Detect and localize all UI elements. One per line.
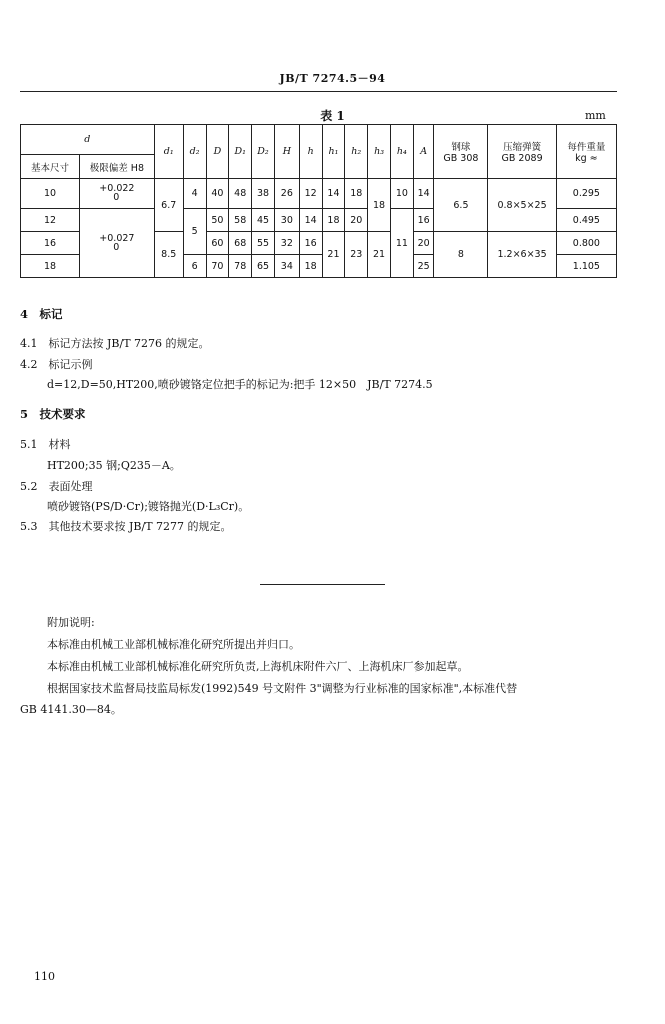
page-number: 110 [34,970,55,983]
clause-4-1: 4.1 标记方法按 JB/T 7276 的规定。 [20,337,210,350]
col-d-header: d [21,125,155,155]
material-text: HT200;35 钢;Q235－A。 [47,459,181,472]
col-d2-header: d₂ [183,125,206,179]
notes-line-4: GB 4141.30—84。 [20,703,122,716]
cell-D2: 55 [252,232,275,255]
marking-example: d=12,D=50,HT200,喷砂镀铬定位把手的标记为:把手 12×50 JB/T 7274.5 [47,378,433,391]
cell-h: 18 [299,255,322,278]
end-rule [260,584,385,585]
cell-nominal: 16 [21,232,80,255]
cell-h2: 23 [345,232,368,278]
cell-ball: 6.5 [434,179,488,232]
cell-d2: 4 [183,179,206,209]
cell-A: 14 [413,179,434,209]
cell-D1: 48 [229,179,252,209]
surface-treatment-text: 喷砂镀铬(PS/D·Cr);镀铬抛光(D·L₃Cr)。 [47,500,250,513]
cell-D1: 68 [229,232,252,255]
table-unit: mm [585,109,606,122]
cell-h: 12 [299,179,322,209]
cell-D2: 65 [252,255,275,278]
section-5-title: 5 技术要求 [20,407,86,421]
col-h4-header: h₄ [390,125,413,179]
cell-spring: 1.2×6×35 [488,232,556,278]
cell-h3: 21 [368,232,391,278]
cell-H: 26 [274,179,299,209]
cell-weight: 1.105 [556,255,616,278]
cell-D: 50 [206,209,229,232]
clause-5-1: 5.1 材料 [20,438,71,451]
cell-H: 32 [274,232,299,255]
col-tol-header: 极限偏差 H8 [80,155,155,179]
cell-D2: 45 [252,209,275,232]
col-A-header: A [413,125,434,179]
cell-ball: 8 [434,232,488,278]
cell-d2: 5 [183,209,206,255]
cell-h1: 14 [322,179,345,209]
cell-h1: 18 [322,209,345,232]
cell-weight: 0.800 [556,232,616,255]
standard-header: JB/T 7274.5－94 [279,72,386,85]
cell-d1: 8.5 [154,232,183,278]
cell-H: 30 [274,209,299,232]
col-h2-header: h₂ [345,125,368,179]
cell-weight: 0.295 [556,179,616,209]
cell-tol: +0.022 0 [80,179,155,209]
cell-d2: 6 [183,255,206,278]
cell-D1: 58 [229,209,252,232]
clause-5-2: 5.2 表面处理 [20,480,93,493]
clause-4-2: 4.2 标记示例 [20,358,93,371]
cell-nominal: 12 [21,209,80,232]
header-rule [20,91,617,92]
notes-line-3: 根据国家技术监督局技监局标发(1992)549 号文附件 3"调整为行业标准的国家标准",本标准代替 [47,682,518,695]
col-H-header: H [274,125,299,179]
cell-h: 14 [299,209,322,232]
col-D1-header: D₁ [229,125,252,179]
col-D2-header: D₂ [252,125,275,179]
table-caption: 表 1 [320,109,345,123]
cell-tol: +0.027 0 [80,209,155,278]
col-spring-header: 压缩弹簧 GB 2089 [488,125,556,179]
section-4-title: 4 标记 [20,307,63,321]
cell-A: 20 [413,232,434,255]
col-nominal-header: 基本尺寸 [21,155,80,179]
cell-D: 60 [206,232,229,255]
col-D-header: D [206,125,229,179]
cell-h2: 20 [345,209,368,232]
cell-D2: 38 [252,179,275,209]
notes-line-1: 本标准由机械工业部机械标准化研究所提出并归口。 [47,638,300,651]
clause-5-3: 5.3 其他技术要求按 JB/T 7277 的规定。 [20,520,232,533]
col-ball-header: 钢球 GB 308 [434,125,488,179]
dimension-table [20,124,617,278]
cell-h4: 10 [390,179,413,209]
col-h-header: h [299,125,322,179]
cell-A: 25 [413,255,434,278]
notes-title: 附加说明: [47,616,95,629]
cell-nominal: 18 [21,255,80,278]
cell-h1: 21 [322,232,345,278]
cell-H: 34 [274,255,299,278]
cell-nominal: 10 [21,179,80,209]
col-d1-header: d₁ [154,125,183,179]
col-h3-header: h₃ [368,125,391,179]
cell-D: 70 [206,255,229,278]
cell-h3: 18 [368,179,391,232]
cell-D1: 78 [229,255,252,278]
cell-h4: 11 [390,209,413,278]
cell-A: 16 [413,209,434,232]
cell-spring: 0.8×5×25 [488,179,556,232]
col-h1-header: h₁ [322,125,345,179]
cell-d1: 6.7 [154,179,183,232]
cell-weight: 0.495 [556,209,616,232]
table-row [21,179,617,209]
col-weight-header: 每件重量 kg ≈ [556,125,616,179]
notes-line-2: 本标准由机械工业部机械标准化研究所负责,上海机床附件六厂、上海机床厂参加起草。 [47,660,469,673]
cell-h: 16 [299,232,322,255]
cell-D: 40 [206,179,229,209]
cell-h2: 18 [345,179,368,209]
